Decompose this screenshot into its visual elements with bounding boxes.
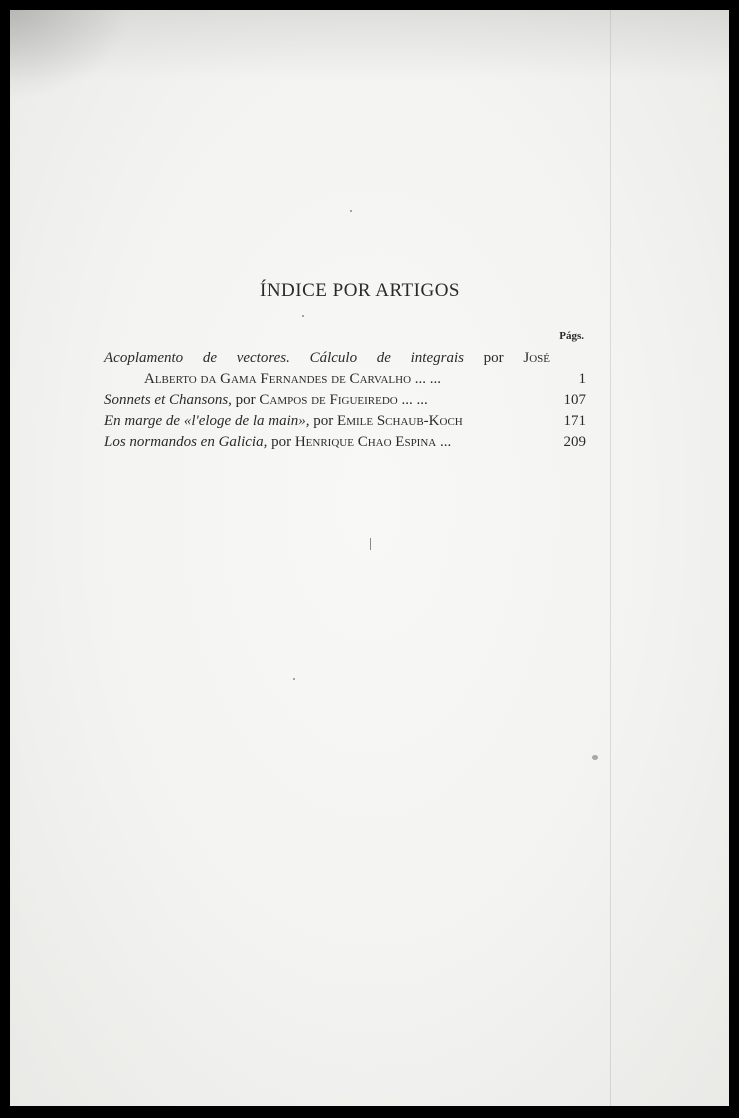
paper-speck (370, 538, 371, 550)
entry-leader: ... ... (401, 392, 428, 408)
index-entry (104, 432, 586, 453)
paper-speck (350, 210, 352, 212)
entry-page-number: 107 (563, 392, 586, 408)
entry-author: Alberto da Gama Fernandes de Carvalho (144, 371, 412, 387)
index-entry (104, 348, 586, 369)
scan-smudge-corner (10, 10, 130, 100)
entry-author: Henrique Chao Espina (294, 434, 437, 450)
entry-text (104, 369, 550, 390)
index-entry (104, 390, 586, 411)
entry-page-number: 209 (563, 434, 586, 450)
paper-speck (592, 755, 598, 760)
entry-leader: ... ... (414, 371, 442, 387)
entry-connector: por (313, 413, 334, 429)
entry-author: Emile Schaub-Koch (337, 413, 463, 429)
entry-author: Campos de Figueiredo (259, 392, 398, 408)
entry-title: Acoplamento de vectores. Cálculo de integrais (104, 350, 464, 366)
entry-title: Sonnets et Chansons, (104, 392, 232, 408)
index-entry (104, 411, 586, 432)
paper-page (10, 10, 729, 1106)
entry-page-number: 1 (578, 371, 586, 387)
entry-text (104, 411, 550, 432)
entry-connector: por (271, 434, 292, 450)
entry-leader: ... (439, 434, 452, 450)
entry-text (104, 390, 550, 411)
page-title: ÍNDICE POR ARTIGOS (260, 280, 460, 301)
index-section (104, 280, 586, 453)
index-entry-continuation (104, 369, 586, 390)
paper-speck (293, 678, 295, 680)
entry-connector: por (235, 392, 256, 408)
entry-title: En marge de «l'eloge de la main», (104, 413, 310, 429)
entry-title: Los normandos en Galicia, (104, 434, 268, 450)
entry-page-number: 171 (563, 413, 586, 429)
page-fold-line (610, 10, 611, 1106)
entry-text (104, 432, 550, 453)
pages-column-label: Págs. (559, 330, 584, 342)
entry-text (104, 348, 550, 369)
entry-connector: por (483, 350, 504, 366)
entry-author: José (523, 350, 550, 366)
